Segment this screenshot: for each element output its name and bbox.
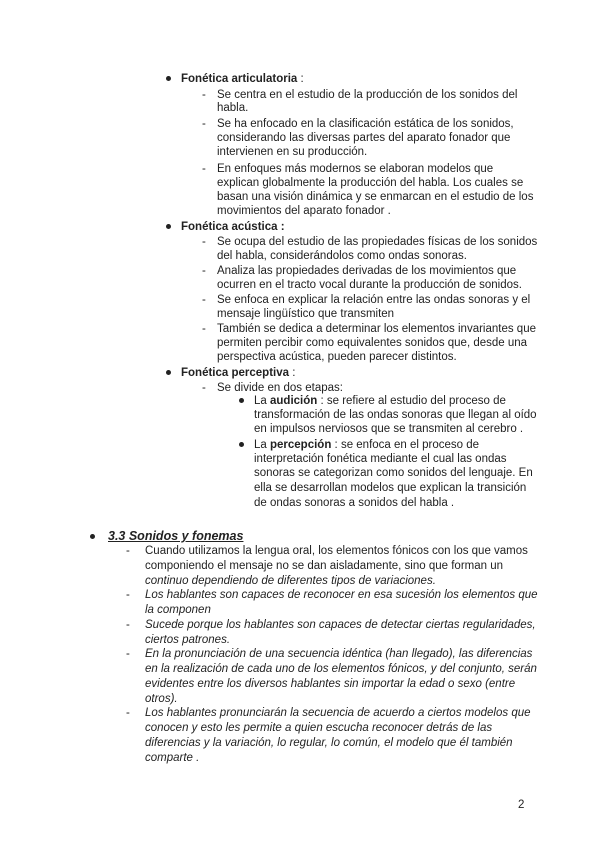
articulatoria-item-3-line-3: basan una visión dinámica y se enmarcan en el estudio de los bbox=[217, 191, 534, 203]
section-item-2-line-1: Sucede porque los hablantes son capaces de detectar ciertas regularidades, bbox=[145, 619, 536, 631]
page-number: 2 bbox=[518, 799, 525, 811]
perceptiva-sub-2-line-2: interpretación fonética mediante el cual las ondas bbox=[254, 453, 507, 465]
perceptiva-sub-1-term: audición bbox=[270, 395, 318, 407]
section-item-4-line-3: diferencias y la variación, lo regular, lo común, el modelo que él también bbox=[145, 737, 513, 749]
articulatoria-item-1-line-2: habla. bbox=[217, 102, 249, 114]
dash-marker: - bbox=[202, 236, 206, 248]
bullet-dot bbox=[239, 442, 244, 447]
section-item-1-line-2: la componen bbox=[145, 604, 211, 616]
perceptiva-item: Se divide en dos etapas: bbox=[217, 382, 343, 394]
bullet-dot bbox=[166, 76, 171, 81]
articulatoria-item-3-line-4: movimientos del aparato fonador . bbox=[217, 205, 391, 217]
section-first-line-3: continuo dependiendo de diferentes tipos de variaciones. bbox=[145, 575, 436, 587]
section-heading: 3.3 Sonidos y fonemas bbox=[108, 529, 244, 543]
perceptiva-sub-1-line-3: en impulsos nerviosos que se transmiten al cerebro . bbox=[254, 423, 524, 435]
acustica-item-3-line-1: Se enfoca en explicar la relación entre las ondas sonoras y el bbox=[217, 294, 531, 306]
perceptiva-sub-2-term: percepción bbox=[270, 439, 332, 451]
articulatoria-item-3-line-1: En enfoques más modernos se elaboran modelos que bbox=[217, 163, 494, 175]
articulatoria-heading bbox=[181, 72, 304, 86]
acustica-item-1-line-1: Se ocupa del estudio de las propiedades físicas de los sonidos bbox=[217, 236, 538, 248]
section-first-line-1: Cuando utilizamos la lengua oral, los elementos fónicos con los que vamos bbox=[145, 545, 528, 557]
acustica-item-4-line-2: permiten percibir como equivalentes sonidos que, desde una bbox=[217, 337, 528, 349]
acustica-item-1-line-2: del habla, considerándolos como ondas sonoras. bbox=[217, 250, 467, 262]
section-item-4-line-4: comparte . bbox=[145, 752, 200, 764]
dash-marker: - bbox=[202, 382, 206, 394]
acustica-title: Fonética acústica : bbox=[181, 221, 285, 233]
section-item-4-line-2: conocen y esto les permite a quien escucha reconocer detrás de las bbox=[145, 722, 493, 734]
articulatoria-title: Fonética articulatoria bbox=[181, 73, 298, 85]
section-item-3-line-2: en la realización de cada uno de los elementos fónicos, y del conjunto, serán bbox=[145, 663, 537, 675]
section-item-1-line-1: Los hablantes son capaces de reconocer en esa sucesión los elementos que bbox=[145, 589, 538, 601]
dash-marker: - bbox=[202, 323, 206, 335]
dash-marker: - bbox=[202, 294, 206, 306]
bullet-dot bbox=[166, 370, 171, 375]
perceptiva-sub-2-line-3: sonoras se categorizan como sonidos del lenguaje. En bbox=[254, 467, 533, 479]
section-item-3-line-4: otros). bbox=[145, 693, 178, 705]
articulatoria-item-3-line-2: explican globalmente la producción del habla. Los cuales se bbox=[217, 177, 524, 189]
perceptiva-heading bbox=[181, 366, 295, 380]
dash-marker: - bbox=[126, 707, 130, 719]
perceptiva-title: Fonética perceptiva bbox=[181, 367, 290, 379]
acustica-item-2-line-1: Analiza las propiedades derivadas de los movimientos que bbox=[217, 265, 517, 277]
perceptiva-sub-2-line-1 bbox=[254, 438, 479, 452]
dash-marker: - bbox=[202, 118, 206, 130]
dash-marker: - bbox=[126, 545, 130, 557]
perceptiva-sub-2-lead: La bbox=[254, 439, 270, 451]
bullet-dot bbox=[166, 224, 171, 229]
perceptiva-sub-1-line-2: transformación de las ondas sonoras que llegan al oído bbox=[254, 409, 537, 421]
articulatoria-item-2-line-2: considerando las diversas partes del aparato fonador que bbox=[217, 132, 511, 144]
perceptiva-sub-1-text: : se refiere al estudio del proceso de bbox=[317, 395, 506, 407]
section-item-3-line-1: En la pronunciación de una secuencia idéntica (han llegado), las diferencias bbox=[145, 648, 533, 660]
dash-marker: - bbox=[126, 648, 130, 660]
acustica-item-4-line-3: perspectiva acústica, pueden parecer distintos. bbox=[217, 351, 457, 363]
perceptiva-suffix: : bbox=[289, 367, 296, 379]
bullet-dot bbox=[239, 398, 244, 403]
perceptiva-sub-1-lead: La bbox=[254, 395, 270, 407]
dash-marker: - bbox=[202, 89, 206, 101]
section-item-4-line-1: Los hablantes pronunciarán la secuencia de acuerdo a ciertos modelos que bbox=[145, 707, 531, 719]
perceptiva-sub-2-line-4: ella se desarrollan modelos que explican la transición bbox=[254, 482, 527, 494]
articulatoria-suffix: : bbox=[297, 73, 304, 85]
bullet-dot bbox=[90, 534, 95, 539]
dash-marker: - bbox=[202, 265, 206, 277]
section-item-2-line-2: ciertos patrones. bbox=[145, 634, 231, 646]
acustica-item-2-line-2: ocurren en el tracto vocal durante la producción de sonidos. bbox=[217, 279, 522, 291]
perceptiva-sub-2-text: : se enfoca en el proceso de bbox=[331, 439, 480, 451]
acustica-item-4-line-1: También se dedica a determinar los elementos invariantes que bbox=[217, 323, 536, 335]
dash-marker: - bbox=[126, 589, 130, 601]
dash-marker: - bbox=[126, 619, 130, 631]
articulatoria-item-1-line-1: Se centra en el estudio de la producción de los sonidos del bbox=[217, 89, 518, 101]
section-first-line-2: componiendo el mensaje no se dan aisladamente, sino que forman un bbox=[145, 560, 504, 572]
section-item-3-line-3: evidentes entre los diversos hablantes sin importar la edad o sexo (entre bbox=[145, 678, 516, 690]
acustica-item-3-line-2: mensaje lingüístico que transmiten bbox=[217, 308, 395, 320]
dash-marker: - bbox=[202, 163, 206, 175]
articulatoria-item-2-line-1: Se ha enfocado en la clasificación estática de los sonidos, bbox=[217, 118, 514, 130]
perceptiva-sub-1-line-1 bbox=[254, 394, 506, 408]
articulatoria-item-2-line-3: intervienen en su producción. bbox=[217, 146, 368, 158]
perceptiva-sub-2-line-5: de ondas sonoras a sonidos del habla . bbox=[254, 497, 455, 509]
